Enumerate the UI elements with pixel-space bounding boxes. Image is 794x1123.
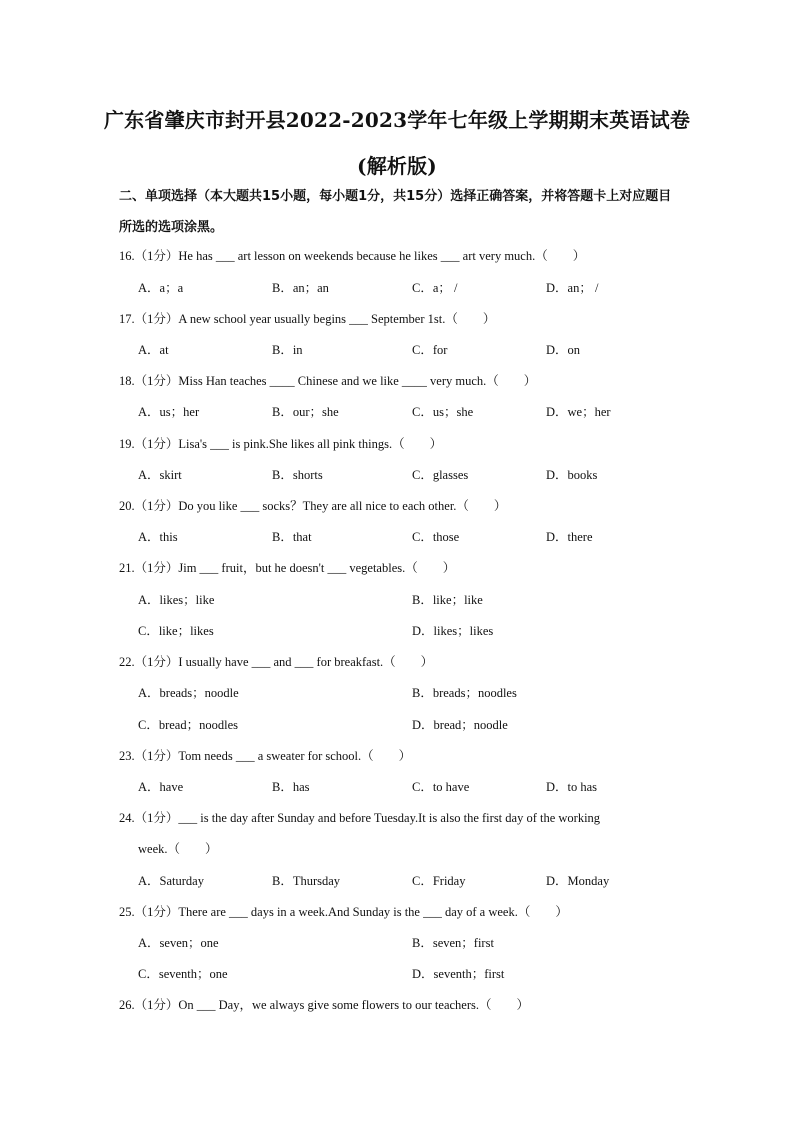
options-21-row2 [138,616,678,647]
option-a[interactable]: A．us；her [138,405,200,419]
option-c[interactable]: C．glasses [412,468,469,482]
option-b[interactable]: B．our；she [272,405,339,419]
options-20 [138,522,678,553]
options-17 [138,335,678,366]
option-c[interactable]: C．seventh；one [138,967,228,981]
option-a[interactable]: A．Saturday [138,874,204,888]
option-d[interactable]: D．bread；noodle [412,718,508,732]
option-d[interactable]: D．seventh；first [412,967,505,981]
option-b[interactable]: B．that [272,530,312,544]
options-24 [138,866,678,897]
option-d[interactable]: D．books [546,468,598,482]
options-22-row1 [138,678,678,709]
option-a[interactable]: A．likes；like [138,593,215,607]
section-instructions: 二、单项选择（本大题共15小题，每小题1分，共15分）选择正确答案，并将答题卡上对应题目所选的选项涂黑。 [119,189,672,235]
question-16: 16.（1分）He has ___ art lesson on weekends because he likes ___ art very much.（ ） [119,249,586,263]
option-c[interactable]: C．those [412,530,460,544]
option-c[interactable]: C．like；likes [138,624,214,638]
options-19 [138,460,678,491]
question-24-line1: 24.（1分）___ is the day after Sunday and before Tuesday.It is also the first day of the working [119,811,601,825]
question-24-line2: week.（ ） [138,842,218,856]
option-c[interactable]: C．bread；noodles [138,718,238,732]
options-25-row2 [138,959,678,990]
option-a[interactable]: A．breads；noodle [138,686,239,700]
option-d[interactable]: D．likes；likes [412,624,494,638]
option-d[interactable]: D．Monday [546,874,610,888]
options-23 [138,772,678,803]
option-a[interactable]: A．this [138,530,178,544]
page-subtitle: (解析版) [357,154,437,178]
option-b[interactable]: B．seven；first [412,936,494,950]
option-d[interactable]: D．to has [546,780,598,794]
option-b[interactable]: B．like；like [412,593,483,607]
option-d[interactable]: D．there [546,530,593,544]
question-25: 25.（1分）There are ___ days in a week.And Sunday is the ___ day of a week.（ ） [119,905,568,919]
option-a[interactable]: A．a；a [138,281,184,295]
page-title: 广东省肇庆市封开县2022-2023学年七年级上学期期末英语试卷 [103,108,691,132]
options-21-row1 [138,585,678,616]
question-20: 20.（1分）Do you like ___ socks？They are all nice to each other.（ ） [119,499,507,513]
question-21: 21.（1分）Jim ___ fruit，but he doesn't ___ vegetables.（ ） [119,561,456,575]
option-c[interactable]: C．to have [412,780,470,794]
options-18 [138,397,678,428]
option-c[interactable]: C．Friday [412,874,466,888]
option-d[interactable]: D．on [546,343,581,357]
option-c[interactable]: C．us；she [412,405,474,419]
option-a[interactable]: A．skirt [138,468,182,482]
option-a[interactable]: A．at [138,343,169,357]
options-22-row2 [138,710,678,741]
option-a[interactable]: A．have [138,780,184,794]
option-b[interactable]: B．breads；noodles [412,686,517,700]
option-c[interactable]: C．for [412,343,448,357]
question-23: 23.（1分）Tom needs ___ a sweater for school.（ ） [119,749,412,763]
option-b[interactable]: B．an；an [272,281,329,295]
option-c[interactable]: C．a； / [412,281,458,295]
question-18: 18.（1分）Miss Han teaches ____ Chinese and we like ____ very much.（ ） [119,374,537,388]
question-17: 17.（1分）A new school year usually begins ___ September 1st.（ ） [119,312,496,326]
option-b[interactable]: B．Thursday [272,874,341,888]
option-b[interactable]: B．has [272,780,310,794]
options-25-row1 [138,928,678,959]
option-b[interactable]: B．shorts [272,468,323,482]
option-a[interactable]: A．seven；one [138,936,219,950]
option-d[interactable]: D．an； / [546,281,599,295]
question-22: 22.（1分）I usually have ___ and ___ for breakfast.（ ） [119,655,434,669]
question-19: 19.（1分）Lisa's ___ is pink.She likes all pink things.（ ） [119,437,443,451]
question-24 [119,803,684,865]
option-d[interactable]: D．we；her [546,405,611,419]
option-b[interactable]: B．in [272,343,303,357]
question-26: 26.（1分）On ___ Day，we always give some flowers to our teachers.（ ） [119,998,529,1012]
options-16 [138,273,678,304]
